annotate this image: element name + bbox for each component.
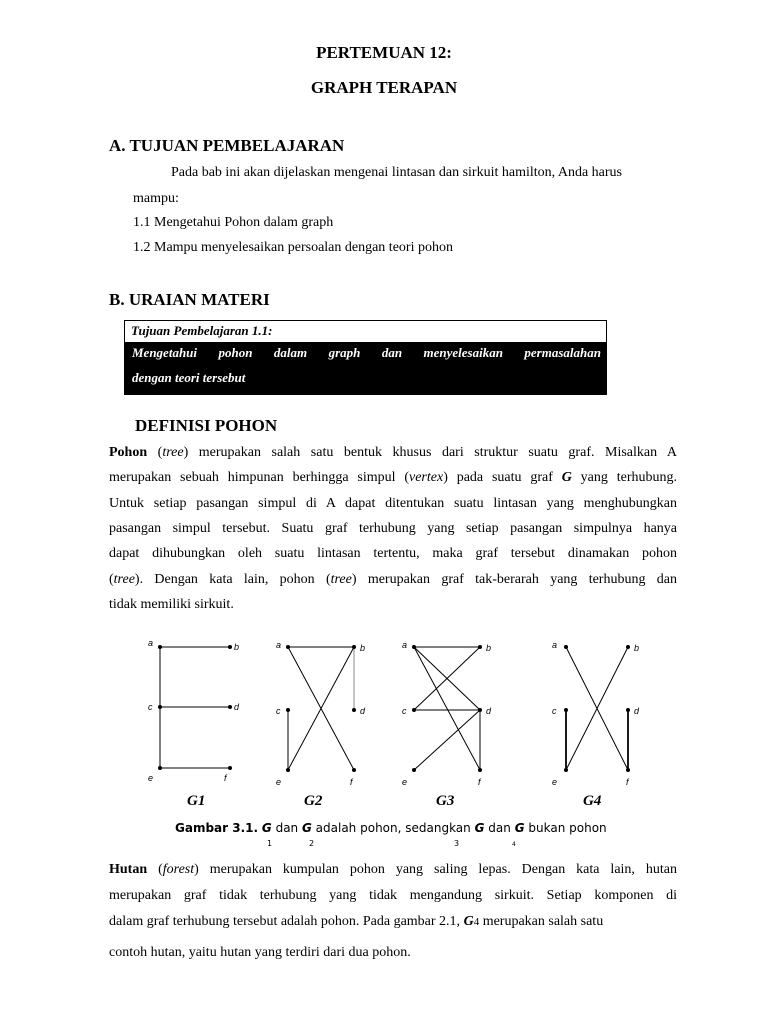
graph-vertex <box>228 705 232 709</box>
paragraph-line: dalam graf terhubung tersebut adalah pohon. Pada gambar 2.1, G4 merupakan salah satu <box>109 914 604 929</box>
graph-vertex <box>228 645 232 649</box>
vertex-label: e <box>276 777 282 787</box>
graph-vertex <box>626 768 630 772</box>
caption-subscript-3: 3 <box>454 839 460 848</box>
graph-vertex <box>626 645 630 649</box>
graph-vertex <box>158 705 162 709</box>
objective-box-body <box>125 343 606 395</box>
graph-vertex <box>626 708 630 712</box>
vertex-label: a <box>402 640 408 650</box>
vertex-label: a <box>552 640 558 650</box>
vertex-label: f <box>478 777 481 787</box>
vertex-label: a <box>148 638 154 648</box>
graph-vertex <box>412 768 416 772</box>
graph-label-g4: G4 <box>583 793 602 809</box>
vertex-label: c <box>276 706 281 716</box>
figure-caption: Gambar 3.1. G dan G adalah pohon, sedangkan G dan G bukan pohon <box>175 821 607 835</box>
vertex-label: d <box>486 706 492 716</box>
paragraph-line: Pohon (tree) merupakan salah satu bentuk khusus dari struktur suatu graf. Misalkan A <box>109 445 677 460</box>
graph-vertex <box>286 645 290 649</box>
graph-edge <box>414 647 480 770</box>
caption-subscript-2: 2 <box>309 839 315 848</box>
vertex-label: c <box>402 706 407 716</box>
graph-vertex <box>158 645 162 649</box>
paragraph-line: (tree). Dengan kata lain, pohon (tree) merupakan graf tak-berarah yang terhubung dan <box>109 572 677 587</box>
graph-vertex <box>352 768 356 772</box>
graph-vertex <box>478 768 482 772</box>
paragraph-line: Hutan (forest) merupakan kumpulan pohon yang saling lepas. Dengan kata lain, hutan <box>109 862 677 877</box>
paragraph-line: contoh hutan, yaitu hutan yang terdiri dari dua pohon. <box>109 945 411 960</box>
paragraph-line: Untuk setiap pasangan simpul di A dapat ditentukan suatu lintasan yang menghubungkan <box>109 496 677 511</box>
section-a-title: A. TUJUAN PEMBELAJARAN <box>109 136 345 155</box>
graph-vertex <box>478 708 482 712</box>
paragraph-line: tidak memiliki sirkuit. <box>109 597 234 612</box>
graph-label-g3: G3 <box>436 793 455 809</box>
learning-objective-box <box>124 320 607 395</box>
vertex-label: e <box>402 777 408 787</box>
graph-label-g1: G1 <box>187 793 206 809</box>
graph-vertex <box>352 645 356 649</box>
vertex-label: f <box>626 777 629 787</box>
objective-box-line1: Mengetahui pohon dalam graph dan menyelesaikan permasalahan <box>132 345 601 360</box>
paragraph-line: pasangan simpul tersebut. Suatu graf terhubung yang setiap pasangan simpulnya hanya <box>109 521 677 536</box>
page-title-line1: PERTEMUAN 12: <box>316 43 452 62</box>
vertex-label: d <box>234 702 240 712</box>
intro-line2: mampu: <box>133 191 179 206</box>
graph-vertex <box>286 708 290 712</box>
graph-vertex <box>158 766 162 770</box>
graph-vertex <box>564 645 568 649</box>
vertex-label: f <box>224 773 227 783</box>
vertex-label: b <box>360 643 366 653</box>
vertex-label: d <box>634 706 640 716</box>
graph-label-g2: G2 <box>304 793 323 809</box>
paragraph-line: merupakan graf tidak terhubung yang tidak mengandung sirkuit. Setiap komponen di <box>109 888 677 903</box>
graph-vertex <box>286 768 290 772</box>
objective-box-line2: dengan teori tersebut <box>132 370 246 385</box>
caption-subscript-1: 1 <box>267 839 273 848</box>
graph-vertex <box>228 766 232 770</box>
objective-item-2: 1.2 Mampu menyelesaikan persoalan dengan teori pohon <box>133 240 453 255</box>
paragraph-line: merupakan sebuah himpunan berhingga simpul (vertex) pada suatu graf G yang terhubung. <box>109 470 677 485</box>
graph-vertex <box>478 645 482 649</box>
paragraph-line: dapat dihubungkan oleh suatu lintasan tertentu, maka graf tersebut dinamakan pohon <box>109 546 677 561</box>
vertex-label: e <box>148 773 154 783</box>
vertex-label: b <box>634 643 640 653</box>
page-title-line2: GRAPH TERAPAN <box>310 78 458 97</box>
vertex-label: b <box>234 642 240 652</box>
vertex-label: a <box>276 640 282 650</box>
vertex-label: d <box>360 706 366 716</box>
graph-vertex <box>412 645 416 649</box>
graph-figure <box>138 633 658 813</box>
vertex-label: f <box>350 777 353 787</box>
objective-item-1: 1.1 Mengetahui Pohon dalam graph <box>133 215 334 230</box>
vertex-label: b <box>486 643 492 653</box>
vertex-label: e <box>552 777 558 787</box>
graph-edge <box>414 710 480 770</box>
graph-vertex <box>412 708 416 712</box>
section-b-title: B. URAIAN MATERI <box>109 290 270 309</box>
graph-vertex <box>564 708 568 712</box>
caption-subscript-4: 4 <box>512 841 516 848</box>
objective-box-heading: Tujuan Pembelajaran 1.1: <box>125 321 606 343</box>
vertex-label: c <box>148 702 153 712</box>
vertex-label: c <box>552 706 557 716</box>
definisi-title: DEFINISI POHON <box>135 416 278 435</box>
intro-line1: Pada bab ini akan dijelaskan mengenai lintasan dan sirkuit hamilton, Anda harus <box>171 165 623 180</box>
graph-vertex <box>564 768 568 772</box>
graph-vertex <box>352 708 356 712</box>
